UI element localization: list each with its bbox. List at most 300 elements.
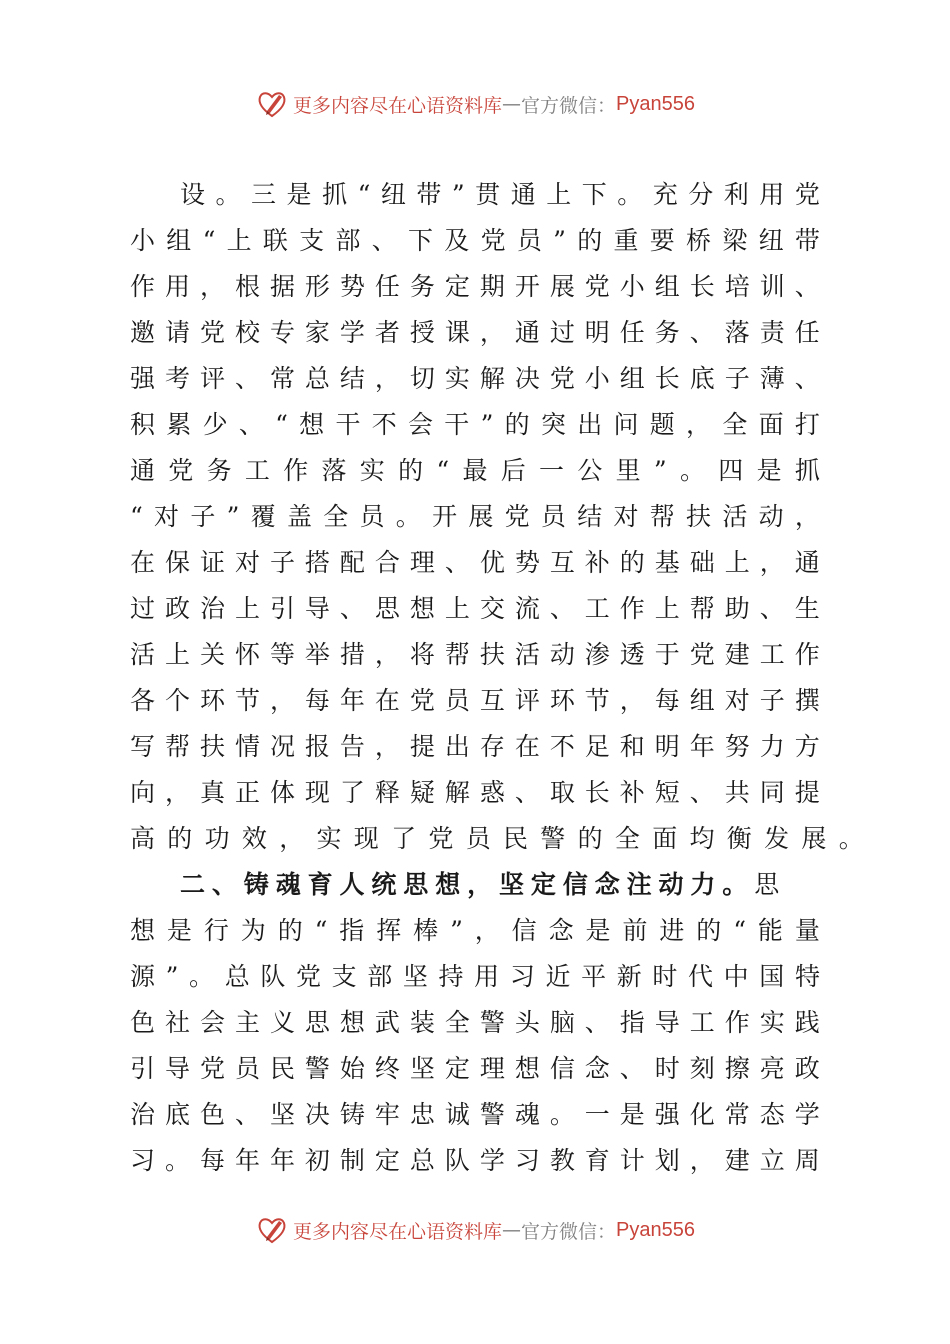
- paragraph-line: [130, 540, 820, 586]
- text-char: 年: [269, 1146, 295, 1175]
- text-char: 真: [199, 778, 225, 807]
- text-char: 念: [548, 916, 574, 945]
- text-char: 党: [794, 180, 820, 209]
- text-char: 刻: [689, 1054, 715, 1083]
- text-char: 上: [724, 548, 750, 577]
- paragraph-line: [130, 172, 820, 218]
- text-char: 势: [514, 548, 540, 577]
- text-char: 打: [794, 410, 820, 439]
- text-char: 评: [514, 686, 540, 715]
- text-char: 是: [756, 456, 782, 485]
- text-char: 结: [339, 364, 365, 393]
- text-char: 强: [130, 364, 156, 393]
- text-char: 态: [759, 1100, 785, 1129]
- text-char: 员: [540, 502, 566, 531]
- text-char: 下: [581, 180, 607, 209]
- text-char: 补: [584, 548, 610, 577]
- text-char: 家: [304, 318, 330, 347]
- text-char: 纽: [380, 180, 406, 209]
- text-char: 、: [549, 594, 575, 623]
- text-char: 实: [359, 456, 385, 485]
- text-char: 全: [722, 410, 748, 439]
- watermark-wechat-label: 官方微信：: [521, 1220, 617, 1243]
- text-char: 各: [130, 686, 156, 715]
- text-char: 上: [546, 180, 572, 209]
- text-char: 桥: [686, 226, 712, 255]
- text-char: 定: [444, 272, 470, 301]
- text-char: 总: [224, 962, 250, 991]
- text-char: 要: [649, 226, 675, 255]
- text-char: 、: [444, 548, 470, 577]
- text-char: 支: [331, 962, 357, 991]
- watermark-wechat-id: Pyan556: [616, 1218, 695, 1241]
- text-char: 、: [689, 318, 715, 347]
- text-char: 全: [323, 502, 349, 531]
- text-char: 、: [619, 1054, 645, 1083]
- text-char: 。: [215, 180, 241, 209]
- text-char: 。: [164, 1146, 190, 1175]
- text-char: 在: [514, 732, 540, 761]
- paragraph-line: [130, 1046, 820, 1092]
- text-char: 用: [164, 272, 190, 301]
- text-char: 组: [654, 272, 680, 301]
- text-char: 作: [283, 456, 309, 485]
- text-char: 、: [794, 364, 820, 393]
- text-char: ”: [165, 962, 179, 991]
- text-char: 社: [164, 1008, 190, 1037]
- text-char: 党: [199, 1054, 225, 1083]
- text-char: 展: [468, 502, 494, 531]
- text-char: 正: [234, 778, 260, 807]
- text-char: 上: [234, 594, 260, 623]
- text-char: 现: [304, 778, 330, 807]
- text-char: 年: [339, 686, 365, 715]
- text-char: 、: [514, 778, 540, 807]
- watermark-wechat-id: Pyan556: [616, 92, 695, 115]
- text-char: 提: [409, 732, 435, 761]
- text-char: 据: [269, 272, 295, 301]
- watermark-header: [0, 84, 950, 124]
- text-char: 小: [130, 226, 156, 255]
- section-heading-line: [130, 862, 820, 908]
- text-char: 体: [269, 778, 295, 807]
- text-char: 和: [619, 732, 645, 761]
- text-char: 情: [234, 732, 260, 761]
- text-char: 的: [277, 916, 303, 945]
- paragraph-line: [130, 1092, 820, 1138]
- paragraph-line: [130, 770, 820, 816]
- text-char: 常: [724, 1100, 750, 1129]
- text-char: 思: [374, 594, 400, 623]
- text-char: 的: [398, 456, 424, 485]
- watermark-separator: —: [502, 1219, 522, 1241]
- text-char: 理: [479, 1054, 505, 1083]
- text-char: 公: [577, 456, 603, 485]
- text-char: 形: [304, 272, 330, 301]
- text-char: 初: [304, 1146, 330, 1175]
- text-char: 的: [619, 548, 645, 577]
- text-char: 搭: [304, 548, 330, 577]
- text-char: ，: [759, 548, 785, 577]
- text-char: 思: [304, 1008, 330, 1037]
- text-char: 不: [371, 410, 397, 439]
- text-char: 授: [409, 318, 435, 347]
- text-char: 忠: [409, 1100, 435, 1129]
- text-char: 出: [577, 410, 603, 439]
- text-char: ”: [450, 916, 463, 945]
- text-char: 作: [794, 640, 820, 669]
- text-char: 贯: [475, 180, 501, 209]
- text-char: 结: [577, 502, 603, 531]
- text-char: 薄: [759, 364, 785, 393]
- text-char: 对: [154, 502, 180, 531]
- text-char: 努: [724, 732, 750, 761]
- text-char: 党: [584, 272, 610, 301]
- text-char: ，: [164, 778, 190, 807]
- text-char: ”: [653, 456, 667, 485]
- text-char: ，: [689, 1146, 715, 1175]
- text-char: 、: [238, 410, 264, 439]
- text-char: 、: [339, 594, 365, 623]
- text-char: 的: [577, 226, 603, 255]
- text-char: 抓: [322, 180, 348, 209]
- text-char: 邀: [130, 318, 156, 347]
- text-char: 关: [199, 640, 225, 669]
- text-char: 释: [374, 778, 400, 807]
- text-char: “: [202, 226, 216, 255]
- text-char: 脑: [549, 1008, 575, 1037]
- text-char: 学: [479, 1146, 505, 1175]
- text-char: 信: [549, 1054, 575, 1083]
- text-char: 设: [180, 180, 206, 209]
- text-char: 保: [164, 548, 190, 577]
- text-char: 工: [244, 456, 270, 485]
- text-char: 践: [794, 1008, 820, 1037]
- text-char: 党: [199, 318, 225, 347]
- text-char: 理: [409, 548, 435, 577]
- text-char: 、: [794, 272, 820, 301]
- text-char: 通: [794, 548, 820, 577]
- text-char: 警: [304, 1054, 330, 1083]
- text-char: 党: [689, 640, 715, 669]
- text-char: 工: [759, 640, 785, 669]
- text-char: 四: [718, 456, 744, 485]
- text-char: 提: [794, 778, 820, 807]
- text-char: 动: [549, 640, 575, 669]
- text-char: 上: [164, 640, 190, 669]
- text-char: 开: [432, 502, 458, 531]
- paragraph-line: [130, 954, 820, 1000]
- text-char: 扶: [199, 732, 225, 761]
- text-char: 的: [504, 410, 530, 439]
- text-char: 小: [584, 364, 610, 393]
- text-char: 党: [295, 962, 321, 991]
- text-char: 务: [409, 272, 435, 301]
- watermark-separator: —: [502, 93, 522, 115]
- text-char: 义: [269, 1008, 295, 1037]
- text-char: 指: [619, 1008, 645, 1037]
- text-char: 对: [234, 548, 260, 577]
- text-char: 环: [199, 686, 225, 715]
- text-char: 党: [504, 502, 530, 531]
- text-char: 员: [234, 1054, 260, 1083]
- text-char: 一: [584, 1100, 610, 1129]
- text-char: 。: [189, 962, 215, 991]
- text-char: 在: [374, 686, 400, 715]
- text-char: 合: [374, 548, 400, 577]
- text-char: 头: [514, 1008, 540, 1037]
- text-char: 、: [371, 226, 397, 255]
- text-char: 交: [479, 594, 505, 623]
- text-char: 证: [199, 548, 225, 577]
- text-char: 坚: [269, 1100, 295, 1129]
- text-char: 习: [514, 1146, 540, 1175]
- text-char: 终: [374, 1054, 400, 1083]
- text-char: 平: [581, 962, 607, 991]
- text-char: 底: [689, 364, 715, 393]
- text-char: 同: [759, 778, 785, 807]
- text-char: 能: [757, 916, 783, 945]
- text-char: 落: [321, 456, 347, 485]
- text-char: 互: [549, 548, 575, 577]
- text-char: 习: [509, 962, 535, 991]
- text-char: 活: [130, 640, 156, 669]
- text-char: 进: [659, 916, 685, 945]
- text-char: 盖: [286, 502, 312, 531]
- text-char: 学: [339, 318, 365, 347]
- text-char: 每: [654, 686, 680, 715]
- text-char: 节: [234, 686, 260, 715]
- text-char: 责: [759, 318, 785, 347]
- text-char: 务: [654, 318, 680, 347]
- text-char: 源: [130, 962, 156, 991]
- text-char: 写: [130, 732, 156, 761]
- text-char: 强: [654, 1100, 680, 1129]
- text-char: 习: [130, 1146, 156, 1175]
- text-char: 作: [130, 272, 156, 301]
- text-char: 长: [654, 364, 680, 393]
- text-char: 请: [164, 318, 190, 347]
- text-char: 明: [654, 732, 680, 761]
- text-char: 告: [339, 732, 365, 761]
- text-char: 带: [794, 226, 820, 255]
- text-char: 子: [269, 548, 295, 577]
- text-char: 动: [758, 502, 784, 531]
- text-char: 新: [616, 962, 642, 991]
- text-char: 抓: [794, 456, 820, 485]
- text-char: 后: [500, 456, 526, 485]
- text-char: 为: [240, 916, 266, 945]
- text-char: 。: [549, 1100, 575, 1129]
- text-char: 支: [299, 226, 325, 255]
- text-char: 展: [549, 272, 575, 301]
- text-char: 。: [617, 180, 643, 209]
- text-char: 的: [696, 916, 722, 945]
- text-char: 。: [395, 502, 421, 531]
- text-char: 员: [444, 686, 470, 715]
- text-char: 础: [689, 548, 715, 577]
- text-char: 中: [723, 962, 749, 991]
- text-char: 报: [304, 732, 330, 761]
- text-char: 导: [654, 1008, 680, 1037]
- text-char: 怀: [234, 640, 260, 669]
- watermark-title: 更多内容尽在心语资料库: [293, 1220, 503, 1243]
- text-char: 一: [539, 456, 565, 485]
- text-char: 充: [652, 180, 678, 209]
- text-char: 利: [723, 180, 749, 209]
- text-char: 化: [689, 1100, 715, 1129]
- text-char: 力: [759, 732, 785, 761]
- text-char: 流: [514, 594, 540, 623]
- text-char: 梁: [722, 226, 748, 255]
- text-char: 决: [514, 364, 540, 393]
- text-char: 魂: [514, 1100, 540, 1129]
- section-heading-continuation: 思: [754, 870, 787, 899]
- paragraph-line: [130, 264, 820, 310]
- text-char: 举: [304, 640, 330, 669]
- text-char: 党: [480, 226, 506, 255]
- text-char: 棒: [413, 916, 439, 945]
- text-char: 上: [226, 226, 252, 255]
- text-char: 帮: [444, 640, 470, 669]
- text-char: ，: [374, 640, 400, 669]
- paragraph-line: [130, 1000, 820, 1046]
- text-char: 任: [374, 272, 400, 301]
- text-char: 时: [654, 1054, 680, 1083]
- text-char: ，: [794, 502, 820, 531]
- text-char: 活: [722, 502, 748, 531]
- text-char: 课: [444, 318, 470, 347]
- text-char: 坚: [402, 962, 428, 991]
- text-char: “: [436, 456, 450, 485]
- text-char: 干: [444, 410, 470, 439]
- text-char: 助: [724, 594, 750, 623]
- text-char: 了: [339, 778, 365, 807]
- text-char: 治: [130, 1100, 156, 1129]
- text-char: 决: [304, 1100, 330, 1129]
- watermark-title: 更多内容尽在心语资料库: [293, 94, 503, 117]
- text-char: 过: [549, 318, 575, 347]
- text-char: 组: [689, 686, 715, 715]
- text-char: 特: [794, 962, 820, 991]
- watermark-wechat-label: 官方微信：: [521, 94, 617, 117]
- text-char: 对: [724, 686, 750, 715]
- text-char: 行: [203, 916, 229, 945]
- text-char: 坚: [409, 1054, 435, 1083]
- text-char: 定: [444, 1054, 470, 1083]
- paragraph-line: [130, 356, 820, 402]
- text-char: 向: [130, 778, 156, 807]
- text-char: 想: [299, 410, 325, 439]
- text-char: 持: [438, 962, 464, 991]
- text-char: 上: [654, 594, 680, 623]
- text-char: 短: [654, 778, 680, 807]
- text-char: 信: [511, 916, 537, 945]
- text-char: 导: [164, 1054, 190, 1083]
- text-char: 制: [339, 1146, 365, 1175]
- text-char: 透: [619, 640, 645, 669]
- text-char: 考: [164, 364, 190, 393]
- text-char: 帮: [164, 732, 190, 761]
- text-char: 最: [462, 456, 488, 485]
- text-char: 少: [202, 410, 228, 439]
- text-char: 计: [619, 1146, 645, 1175]
- watermark-footer: [0, 1210, 950, 1250]
- text-char: 方: [794, 732, 820, 761]
- text-char: 存: [479, 732, 505, 761]
- text-char: 帮: [649, 502, 675, 531]
- text-char: 积: [130, 410, 156, 439]
- text-char: 子: [759, 686, 785, 715]
- text-char: 亮: [759, 1054, 785, 1083]
- text-char: 互: [479, 686, 505, 715]
- text-char: ”: [451, 180, 465, 209]
- text-char: 色: [130, 1008, 156, 1037]
- paragraph-line: [130, 678, 820, 724]
- paragraph-line: [130, 402, 820, 448]
- text-char: 员: [516, 226, 542, 255]
- text-char: 武: [374, 1008, 400, 1037]
- text-char: 党: [409, 686, 435, 715]
- text-char: 实: [444, 364, 470, 393]
- text-char: 对: [613, 502, 639, 531]
- text-char: 工: [689, 1008, 715, 1037]
- text-char: 覆: [250, 502, 276, 531]
- text-char: 下: [408, 226, 434, 255]
- text-char: 干: [335, 410, 361, 439]
- text-char: 总: [409, 1146, 435, 1175]
- text-char: 重: [613, 226, 639, 255]
- text-char: 党: [168, 456, 194, 485]
- text-char: 小: [619, 272, 645, 301]
- text-char: 措: [339, 640, 365, 669]
- text-char: ，: [374, 364, 400, 393]
- text-char: 务: [206, 456, 232, 485]
- text-char: 疑: [409, 778, 435, 807]
- text-char: 突: [540, 410, 566, 439]
- text-char: 全: [444, 1008, 470, 1037]
- text-char: 取: [549, 778, 575, 807]
- text-char: 每: [304, 686, 330, 715]
- text-char: 年: [234, 1146, 260, 1175]
- text-char: 纽: [758, 226, 784, 255]
- text-char: 任: [619, 318, 645, 347]
- text-char: 长: [584, 778, 610, 807]
- paragraph-line: 高的功效，实现了党员民警的全面均衡发展。: [130, 824, 877, 853]
- text-char: ”: [553, 226, 566, 255]
- text-char: 政: [794, 1054, 820, 1083]
- text-char: 是: [286, 180, 312, 209]
- text-char: 开: [514, 272, 540, 301]
- text-char: 、: [689, 778, 715, 807]
- text-char: “: [314, 916, 328, 945]
- text-char: 诚: [444, 1100, 470, 1129]
- text-char: 生: [794, 594, 820, 623]
- text-char: 明: [584, 318, 610, 347]
- text-char: 定: [374, 1146, 400, 1175]
- text-char: 基: [654, 548, 680, 577]
- text-char: 色: [199, 1100, 225, 1129]
- paragraph-line: [130, 586, 820, 632]
- text-char: 主: [234, 1008, 260, 1037]
- text-char: 上: [444, 594, 470, 623]
- text-char: ，: [479, 318, 505, 347]
- text-char: 势: [339, 272, 365, 301]
- paragraph-line: [130, 218, 820, 264]
- section-heading: 二、铸魂育人统思想，坚定信念注动力。: [180, 870, 755, 899]
- text-char: ，: [269, 686, 295, 715]
- text-char: 挥: [376, 916, 402, 945]
